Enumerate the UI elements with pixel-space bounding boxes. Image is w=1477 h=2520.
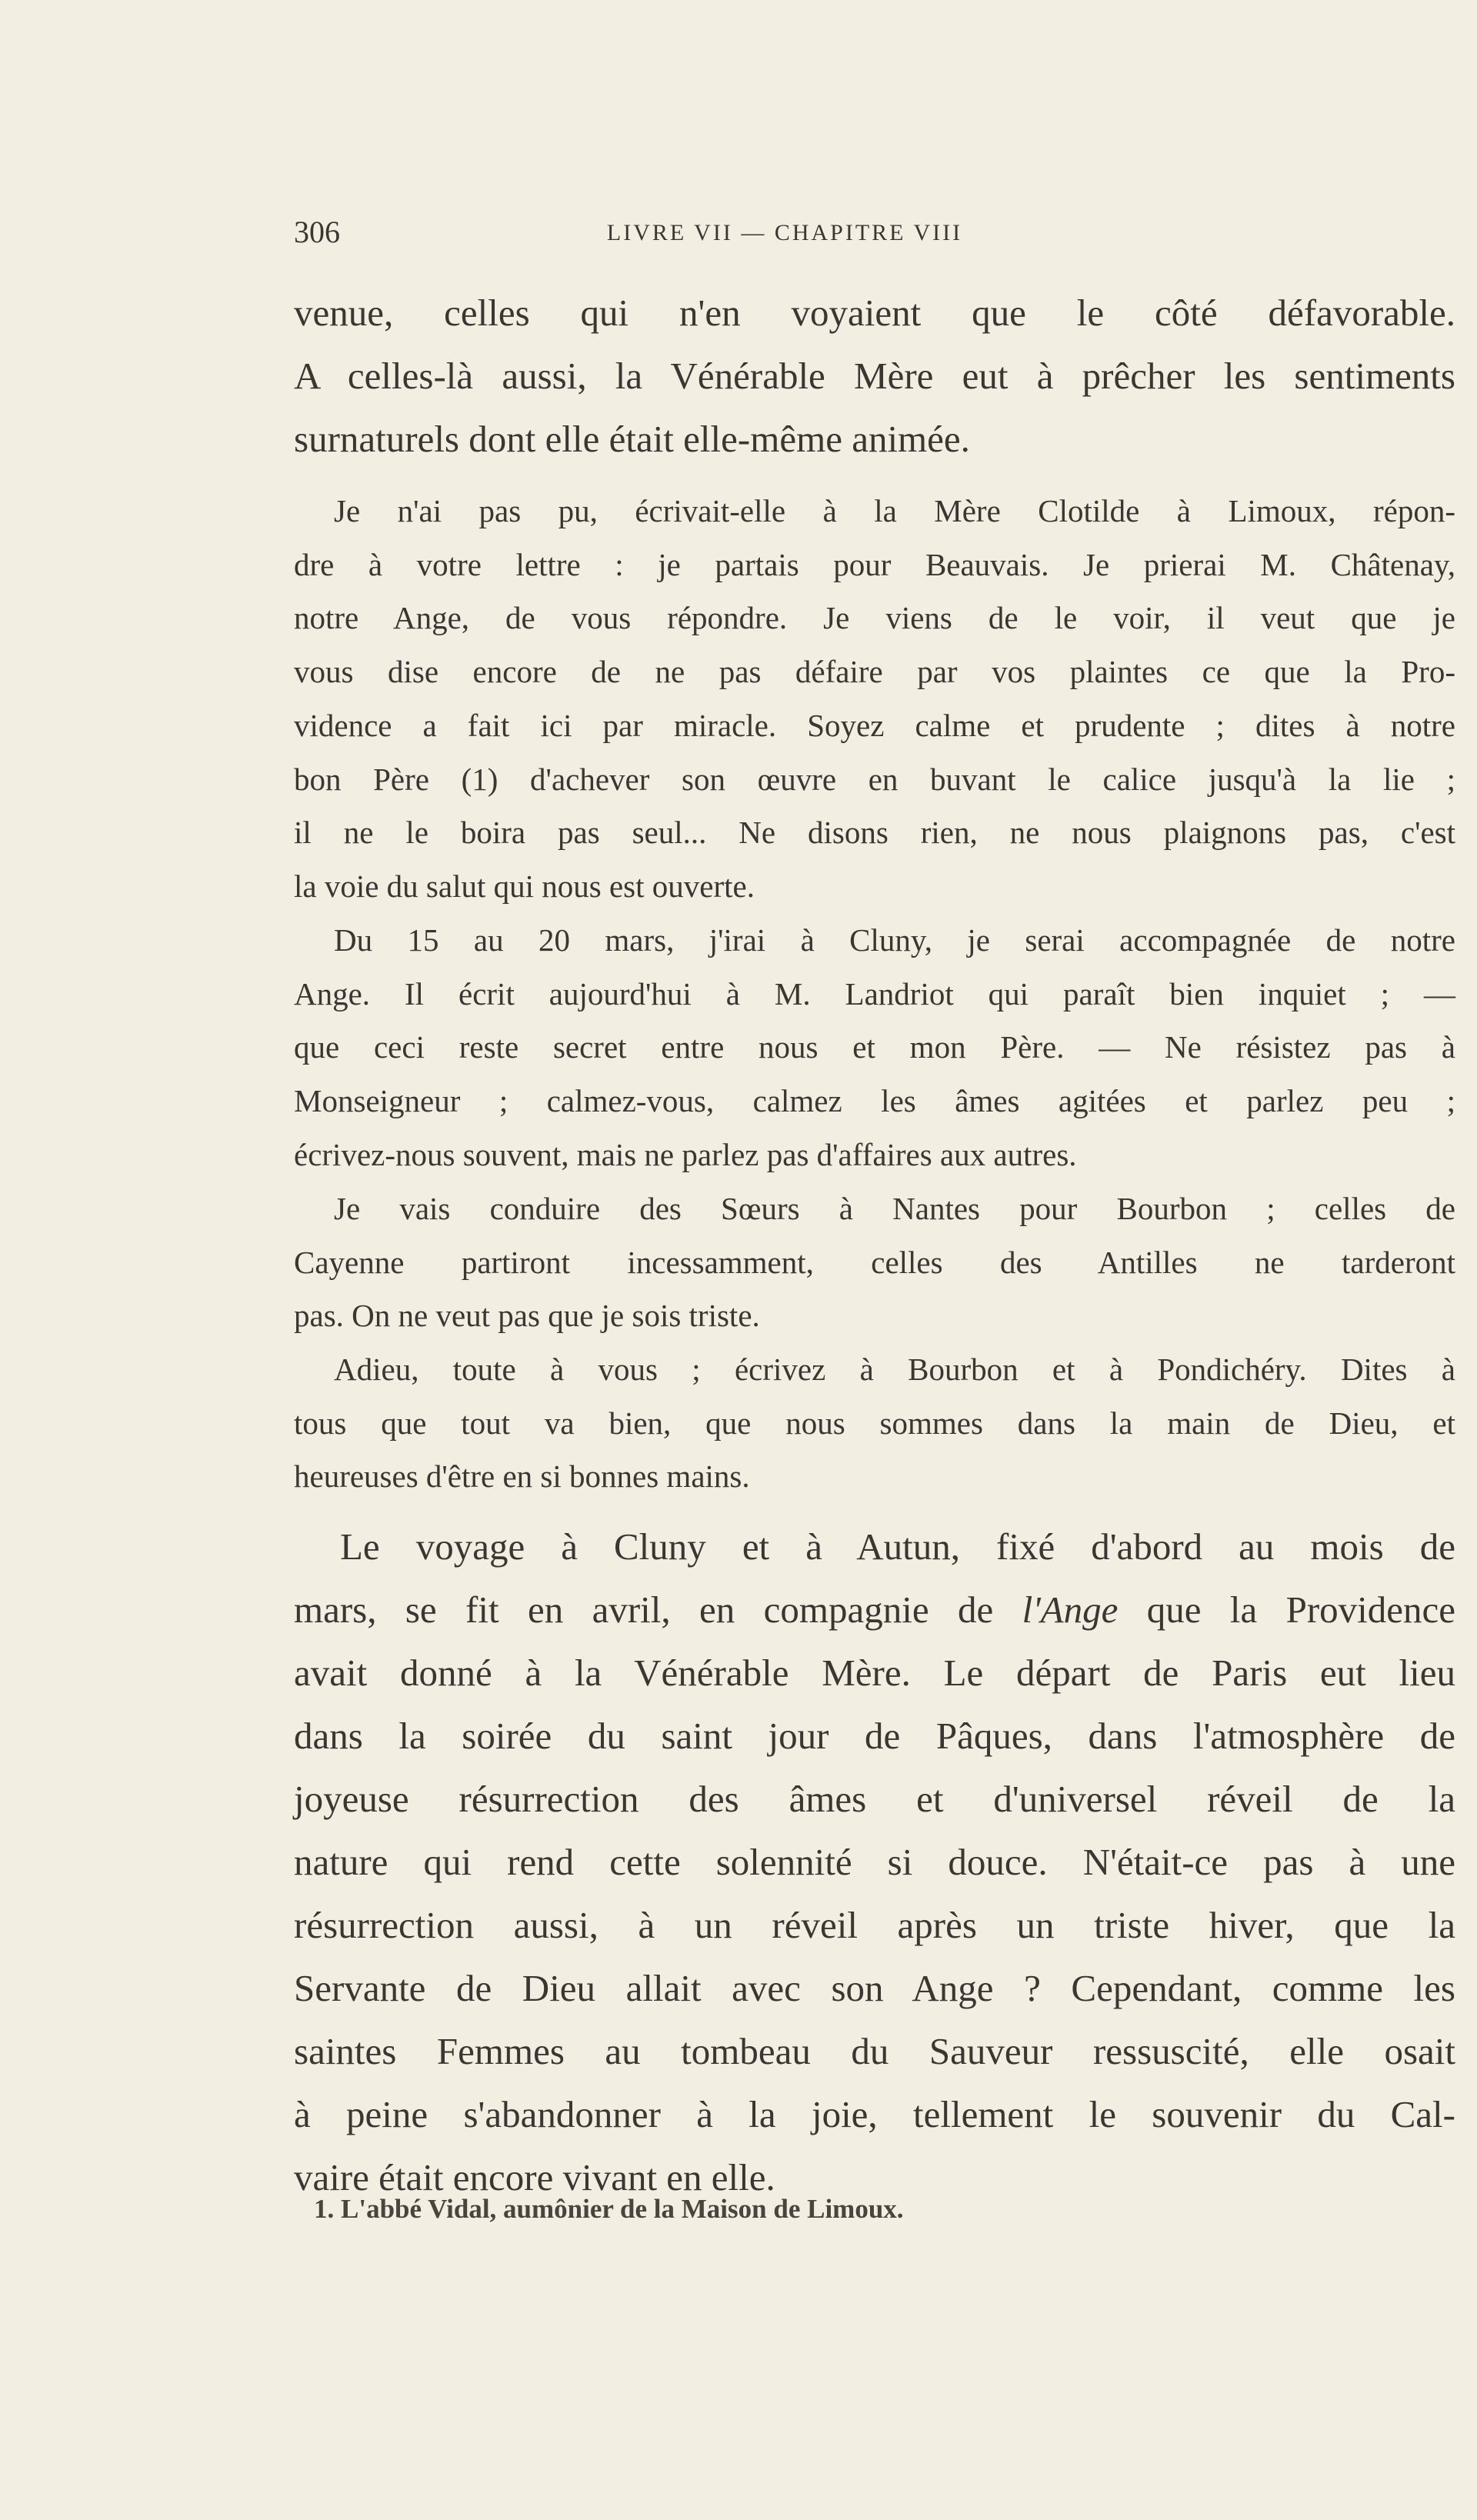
text-line: Du 15 au 20 mars, j'irai à Cluny, je serai accompagnée de notre [334, 922, 1455, 958]
text-line: dre à votre lettre : je partais pour Beauvais. Je prierai M. Châtenay, [294, 546, 1455, 582]
running-title: LIVRE VII — CHAPITRE VIII [606, 220, 963, 245]
text-line: Monseigneur ; calmez-vous, calmez les âmes agitées et parlez peu ; [294, 1083, 1455, 1119]
text-line: Cayenne partiront incessamment, celles des Antilles ne tarderont [294, 1244, 1455, 1280]
text-line: résurrection aussi, à un réveil après un triste hiver, que la [294, 1904, 1455, 1946]
text-line: Adieu, toute à vous ; écrivez à Bourbon et à Pondichéry. Dites à [334, 1352, 1455, 1387]
text-line: vidence a fait ici par miracle. Soyez calme et prudente ; dites à notre [294, 707, 1455, 743]
text-line: Servante de Dieu allait avec son Ange ? Cependant, comme les [294, 1967, 1455, 2009]
text-line: A celles-là aussi, la Vénérable Mère eut à prêcher les sentiments [294, 355, 1455, 397]
text-line: nature qui rend cette solennité si douce. N'était-ce pas à une [294, 1841, 1455, 1883]
text-line: Ange. Il écrit aujourd'hui à M. Landriot qui paraît bien inquiet ; — [294, 975, 1455, 1012]
text-line: surnaturels dont elle était elle-même animée. [294, 418, 970, 460]
text-line: venue, celles qui n'en voyaient que le côté défavorable. [294, 292, 1455, 334]
text-line: pas. On ne veut pas que je sois triste. [294, 1298, 760, 1334]
text-line: dans la soirée du saint jour de Pâques, dans l'atmosphère de [294, 1715, 1455, 1757]
text-line: vous dise encore de ne pas défaire par vos plaintes ce que la Pro- [294, 654, 1455, 690]
text-line: saintes Femmes au tombeau du Sauveur ressuscité, elle osait [294, 2030, 1455, 2072]
text-line: joyeuse résurrection des âmes et d'universel réveil de la [294, 1778, 1455, 1820]
text-line: bon Père (1) d'achever son œuvre en buvant le calice jusqu'à la lie ; [294, 761, 1455, 797]
text-line: à peine s'abandonner à la joie, tellement le souvenir du Cal- [294, 2093, 1455, 2135]
text-line: il ne le boira pas seul... Ne disons rien, ne nous plaignons pas, c'est [294, 815, 1455, 851]
text-segment: que la Providence [1118, 1588, 1456, 1631]
text-line: Le voyage à Cluny et à Autun, fixé d'abord au mois de [340, 1525, 1455, 1568]
page-number: 306 [294, 215, 340, 249]
text-line: Je vais conduire des Sœurs à Nantes pour Bourbon ; celles de [334, 1191, 1455, 1226]
text-line: la voie du salut qui nous est ouverte. [294, 868, 755, 904]
text-line: notre Ange, de vous répondre. Je viens de le voir, il veut que je [294, 600, 1455, 636]
footnote: 1. L'abbé Vidal, aumônier de la Maison de Limoux. [314, 2194, 904, 2224]
text-line: que ceci reste secret entre nous et mon Père. — Ne résistez pas à [294, 1029, 1455, 1065]
text-line: vaire était encore vivant en elle. [294, 2156, 775, 2198]
text-line: écrivez-nous souvent, mais ne parlez pas d'affaires aux autres. [294, 1136, 1077, 1172]
text-line: Je n'ai pas pu, écrivait-elle à la Mère Clotilde à Limoux, répon- [334, 493, 1455, 528]
italic-text: l'Ange [1022, 1588, 1119, 1631]
text-line: tous que tout va bien, que nous sommes dans la main de Dieu, et [294, 1405, 1455, 1441]
text-line: avait donné à la Vénérable Mère. Le départ de Paris eut lieu [294, 1652, 1455, 1694]
text-line [294, 1588, 1455, 1632]
text-line: heureuses d'être en si bonnes mains. [294, 1458, 750, 1495]
text-segment: mars, se fit en avril, en compagnie de [294, 1588, 1022, 1631]
